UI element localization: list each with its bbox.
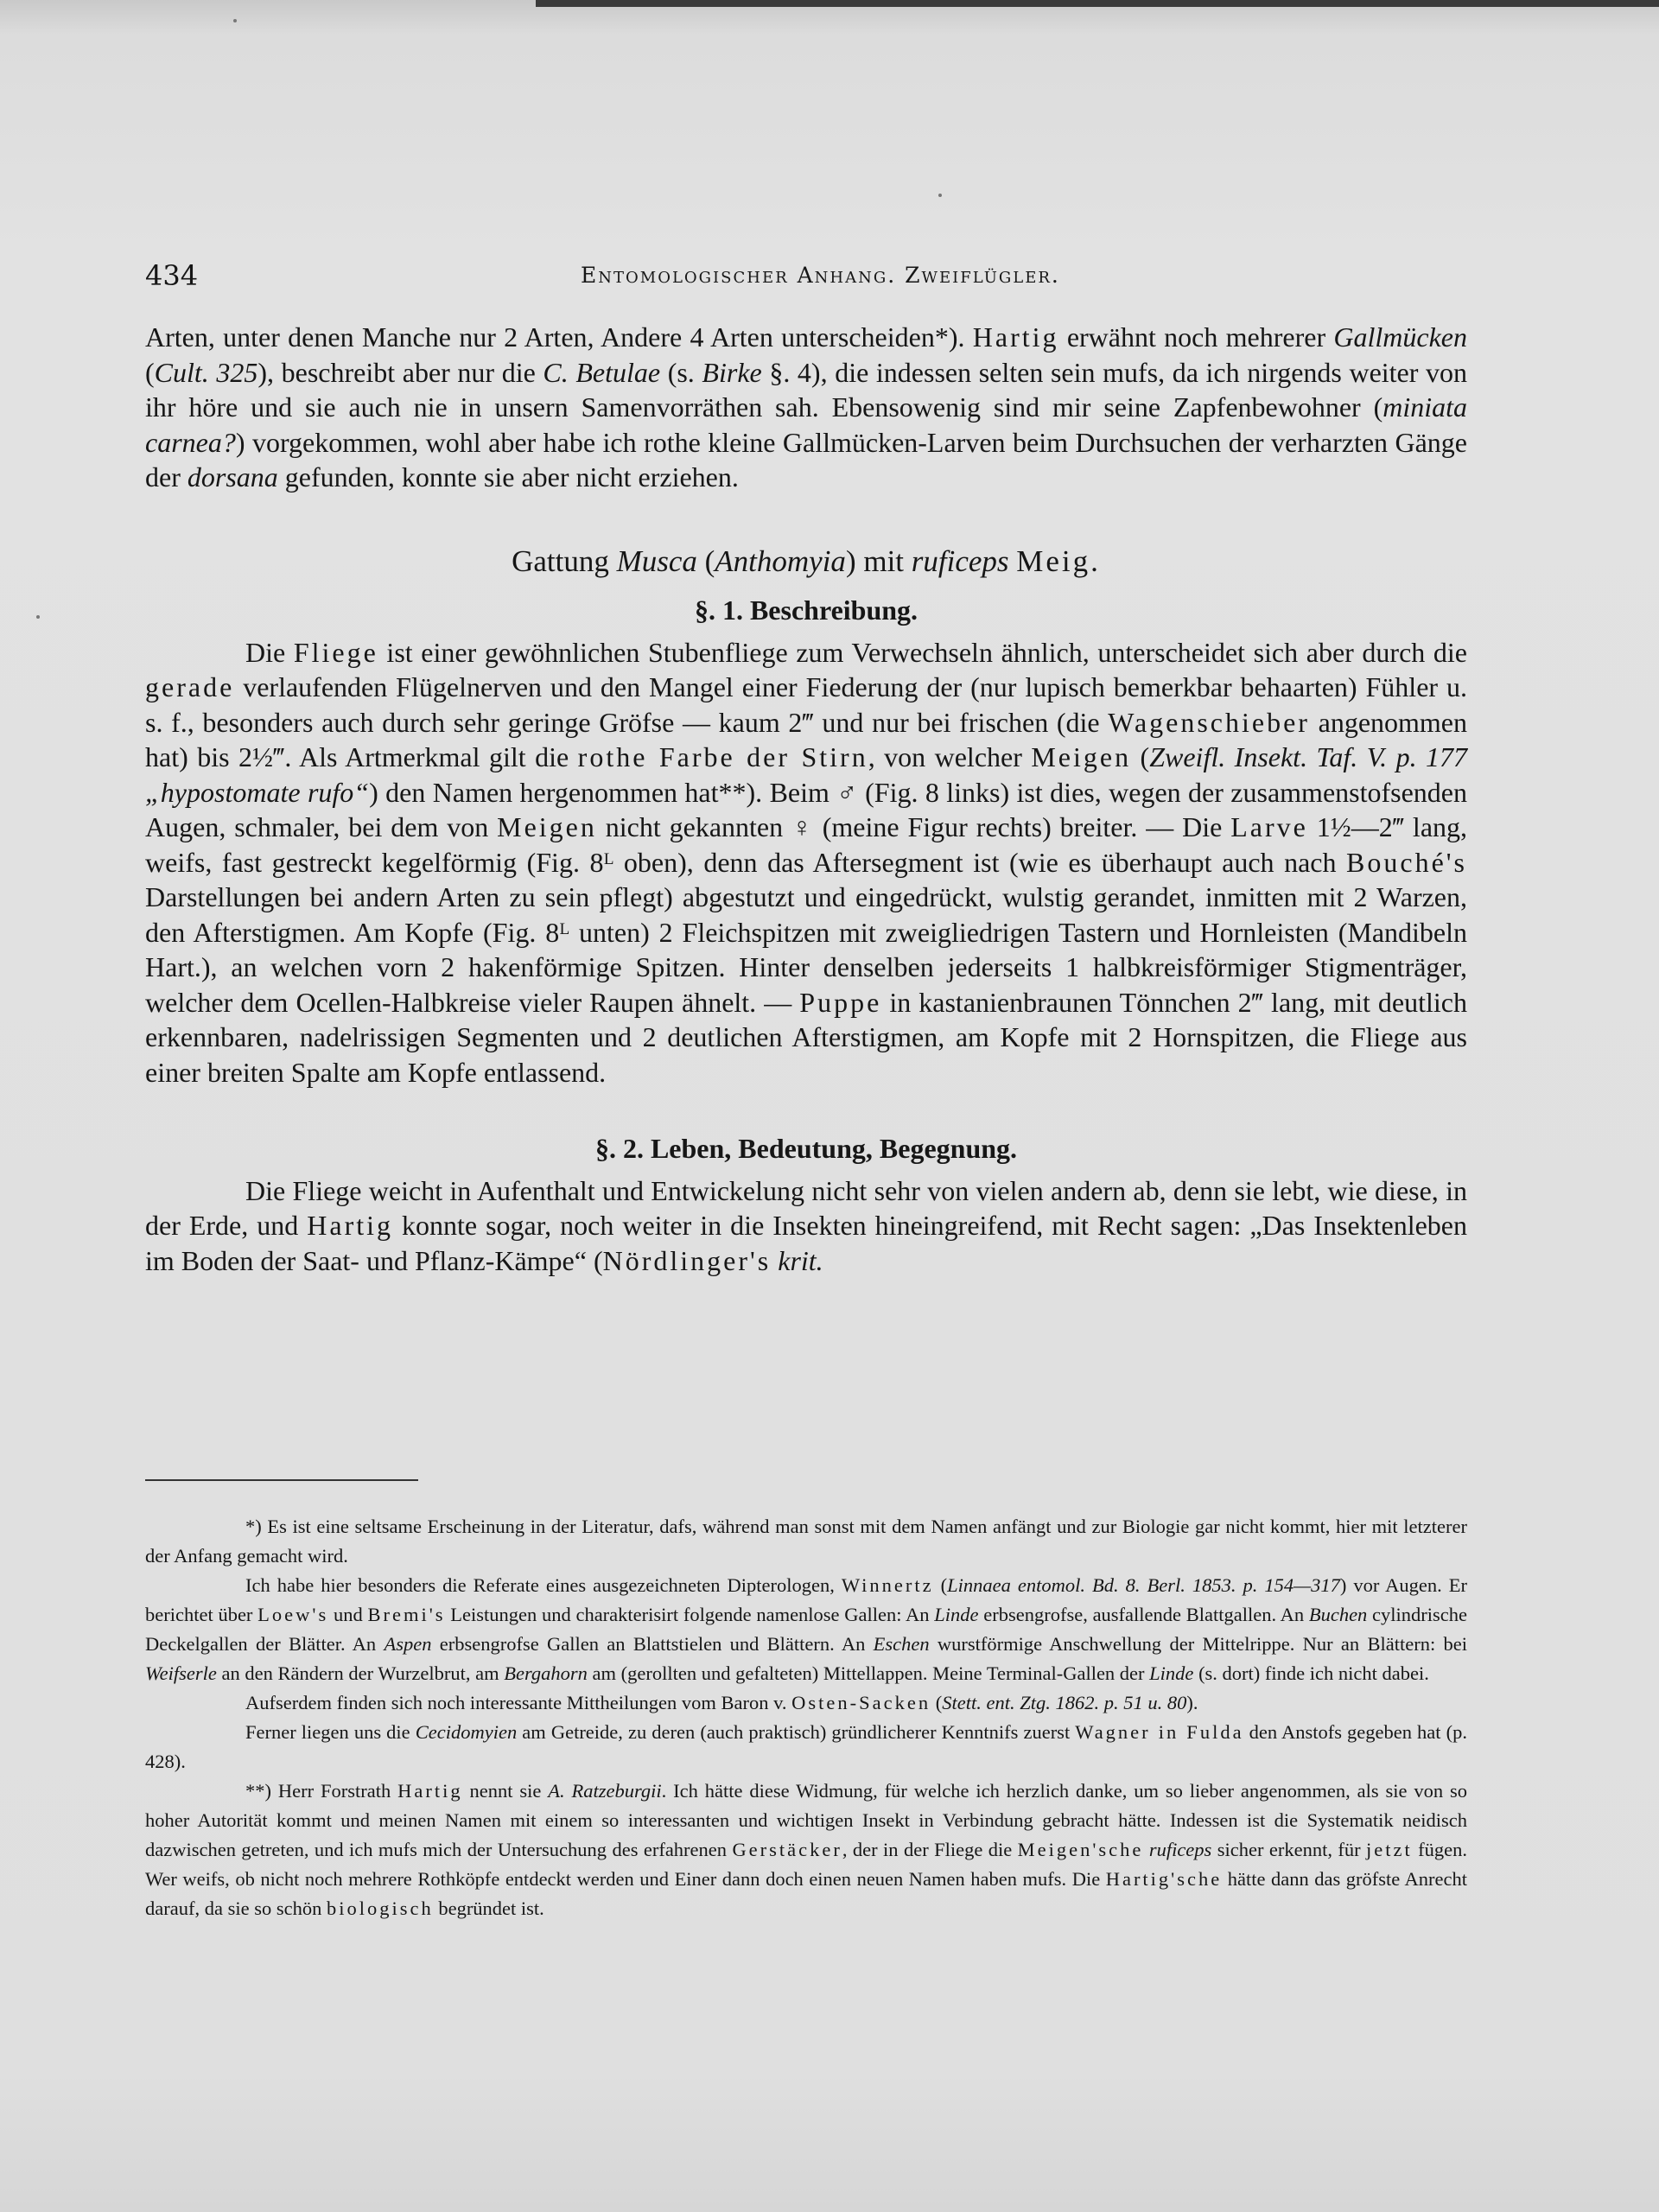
scan-speck bbox=[233, 19, 237, 22]
scan-speck bbox=[36, 615, 40, 619]
footnote-1: *) Es ist eine seltsame Erscheinung in der Literatur, dafs, während man sonst mit dem Namen anfängt und zur Biologie gar nicht kommt, hier mit letzterer der Anfang gemacht wird. bbox=[145, 1516, 1467, 1567]
scan-speck bbox=[938, 194, 942, 197]
genus-heading: Gattung Musca (Anthomyia) mit ruficeps Meig. bbox=[512, 543, 1101, 578]
section2-heading: §. 2. Leben, Bedeutung, Begegnung. bbox=[594, 1133, 1018, 1164]
main-text bbox=[145, 320, 1467, 1278]
page-number: 434 bbox=[145, 259, 199, 292]
footnote-4: Ferner liegen uns die Cecidomyien am Getreide, zu deren (auch praktisch) gründlicherer Kenntnifs zuerst Wagner in Fulda den Anstofs gegeben hat (p. 428). bbox=[145, 1721, 1467, 1772]
section1-paragraph: Die Fliege ist einer gewöhnlichen Stubenfliege zum Verwechseln ähnlich, unterscheidet sich aber durch die gerade verlaufenden Flügelnerven und den Mangel einer Fiederung der (nur lupisch bemerkbar behaarten) Fühler u. s. f., besonders auch durch sehr geringe Gröfse — kaum 2‴ und nur bei frischen (die Wagenschieber angenommen hat) bis 2½‴. Als Artmerkmal gilt die rothe Farbe der Stirn, von welcher Meigen (Zweifl. Insekt. Taf. V. p. 177 „hypostomate rufo“) den Namen hergenommen hat**). Beim ♂ (Fig. 8 links) ist dies, wegen der zusammenstofsenden Augen, schmaler, bei dem von Meigen nicht gekannten ♀ (meine Figur rechts) breiter. — Die Larve 1½—2‴ lang, weifs, fast gestreckt kegelförmig (Fig. 8ᴸ oben), denn das Aftersegment ist (wie es überhaupt auch nach Bouché's Darstellungen bei andern Arten zu sein pflegt) abgestutzt und eingedrückt, wulstig gerandet, inmitten mit 2 Warzen, den Afterstigmen. Am Kopfe (Fig. 8ᴸ unten) 2 Fleichspitzen mit zweigliedrigen Tastern und Hornleisten (Mandibeln Hart.), an welchen vorn 2 hakenförmige Spitzen. Hinter denselben jederseits 1 halbkreisförmiger Stigmenträger, welcher dem Ocellen-Halbkreise vieler Raupen ähnelt. — Puppe in kastanienbraunen Tönnchen 2‴ lang, mit deutlich erkennbaren, nadelrissigen Segmenten und 2 deutlichen Afterstigmen, am Kopfe mit 2 Hornspitzen, die Fliege aus einer breiten Spalte am Kopfe entlassend. bbox=[145, 636, 1468, 1088]
footnote-2: Ich habe hier besonders die Referate eines ausgezeichneten Dipterologen, Winnertz (Linnaea entomol. Bd. 8. Berl. 1853. p. 154—317) vor Augen. Er berichtet über Loew's und Bremi's Leistungen und charakterisirt folgende namenlose Gallen: An Linde erbsengrofse, ausfallende Blattgallen. An Buchen cylindrische Deckelgallen der Blätter. An Aspen erbsengrofse Gallen an Blattstielen und Blättern. An Eschen wurstförmige Anschwellung der Mittelrippe. Nur an Blättern: bei Weifserle an den Rändern der Wurzelbrut, am Bergahorn am (gerollten und gefalteten) Mittellappen. Meine Terminal-Gallen der Linde (s. dort) finde ich nicht dabei. bbox=[145, 1574, 1468, 1684]
header-title: Entomologischer Anhang. Zweiflügler. bbox=[581, 263, 1060, 288]
footnote-5: **) Herr Forstrath Hartig nennt sie A. Ratzeburgii. Ich hätte diese Widmung, für welche ich herzlich danke, um so lieber angenommen, als sie von so hoher Autorität kommt und meinen Namen mit einem so interessanten und wichtigen Insekt in Verbindung gebracht hätte. Indessen ist die Systematik neidisch dazwischen getreten, und ich mufs mich der Untersuchung des erfahrenen Gerstäcker, der in der Fliege die Meigen'sche ruficeps sicher erkennt, für jetzt fügen. Wer weifs, ob nicht noch mehrere Rothköpfe entdeckt werden und Einer dann doch einen neuen Namen haben mufs. Die Hartig'sche hätte dann das gröfste Anrecht darauf, da sie so schön biologisch begründet ist. bbox=[145, 1780, 1468, 1919]
footnote-rule bbox=[145, 1479, 418, 1481]
intro-paragraph: Arten, unter denen Manche nur 2 Arten, Andere 4 Arten unterscheiden*). Hartig erwähnt noch mehrerer Gallmücken (Cult. 325), beschreibt aber nur die C. Betulae (s. Birke §. 4), die indessen selten sein mufs, da ich nirgends weiter von ihr höre und sie auch nie in unsern Samenvorräthen sah. Ebensowenig sind mir seine Zapfenbewohner (miniata carnea?) vorgekommen, wohl aber habe ich rothe kleine Gallmücken-Larven beim Durchsuchen der verharzten Gänge der dorsana gefunden, konnte sie aber nicht erziehen. bbox=[145, 321, 1468, 493]
top-scan-edge bbox=[536, 0, 1659, 7]
running-head bbox=[145, 259, 1467, 297]
section1-heading: §. 1. Beschreibung. bbox=[694, 594, 918, 626]
footnote-3: Aufserdem finden sich noch interessante Mittheilungen vom Baron v. Osten-Sacken (Stett. ent. Ztg. 1862. p. 51 u. 80). bbox=[245, 1692, 1198, 1713]
footnotes bbox=[145, 1512, 1467, 1923]
section2-paragraph: Die Fliege weicht in Aufenthalt und Entwickelung nicht sehr von vielen andern ab, denn sie lebt, wie diese, in der Erde, und Hartig konnte sogar, noch weiter in die Insekten hineingreifend, mit Recht sagen: „Das Insektenleben im Boden der Saat- und Pflanz-Kämpe“ (Nördlinger's krit. bbox=[145, 1174, 1468, 1276]
